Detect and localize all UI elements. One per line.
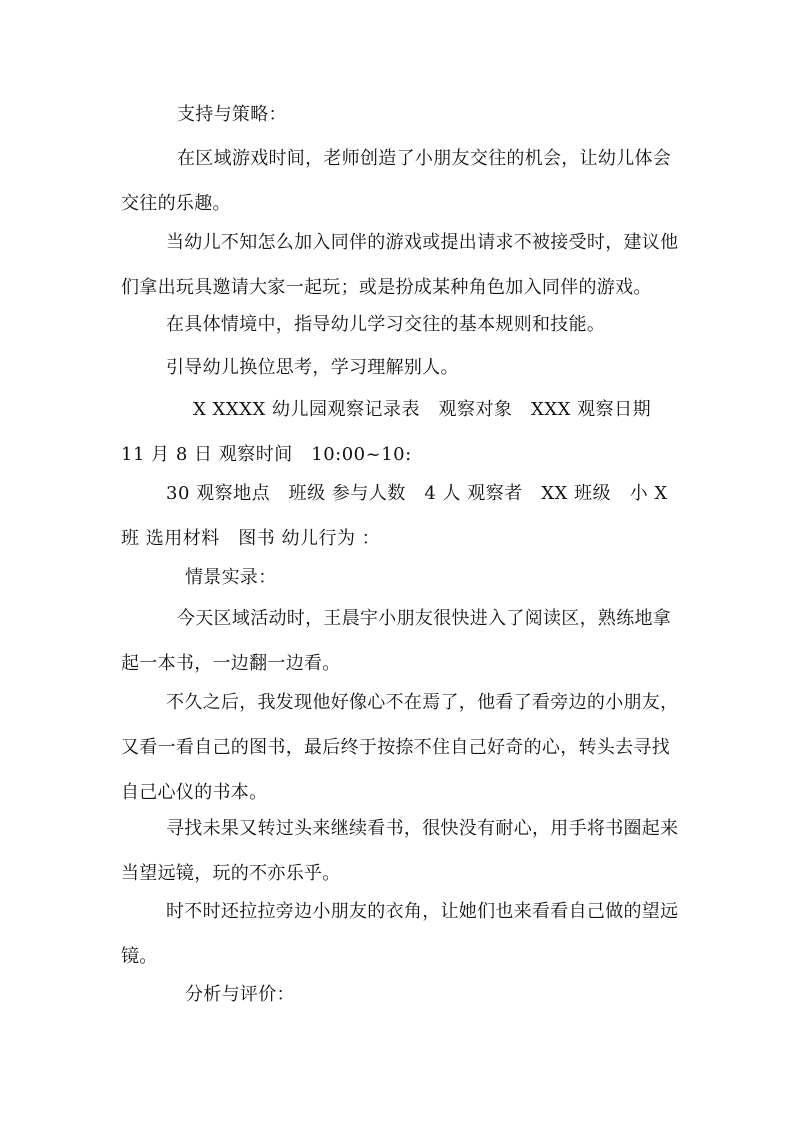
heading-support-strategy: 支持与策略： xyxy=(177,104,287,125)
paragraph-record-details: 30 观察地点 班级 参与人数 4 人 观察者 XX 班级 小 X 班 选用材料 图书 幼儿行为 ： xyxy=(121,483,668,549)
paragraph-distracted: 不久之后，我发现他好像心不在焉了，他看了看旁边的小朋友，又看一看自己的图书，最后终于按捺不住自己好奇的心，转头去寻找自己心仪的书本。 xyxy=(121,692,679,803)
paragraph-perspective: 引导幼儿换位思考，学习理解别人。 xyxy=(166,357,459,378)
paragraph-pull-sleeve: 时不时还拉拉旁边小朋友的衣角，让她们也来看看自己做的望远镜。 xyxy=(121,901,679,967)
heading-situation-record: 情景实录： xyxy=(185,567,277,588)
paragraph-telescope: 寻找未果又转过头来继续看书，很快没有耐心，用手将书圈起来当望远镜，玩的不亦乐乎。 xyxy=(121,818,679,884)
heading-analysis-evaluation: 分析与评价： xyxy=(185,984,295,1005)
paragraph-guide-rules: 在具体情境中，指导幼儿学习交往的基本规则和技能。 xyxy=(166,314,606,335)
paragraph-joining-games: 当幼儿不知怎么加入同伴的游戏或提出请求不被接受时，建议他们拿出玩具邀请大家一起玩；或是扮成某种角色加入同伴的游戏。 xyxy=(121,232,679,298)
paragraph-reading-area: 今天区域活动时，王晨宇小朋友很快进入了阅读区，熟练地拿起一本书，一边翻一边看。 xyxy=(121,608,672,674)
paragraph-record-header: X XXXX 幼儿园观察记录表 观察对象 XXX 观察日期 11 月 8 日 观察时间 10:00~10: xyxy=(121,399,670,465)
paragraph-area-play: 在区域游戏时间，老师创造了小朋友交往的机会，让幼儿体会交往的乐趣。 xyxy=(121,148,672,214)
